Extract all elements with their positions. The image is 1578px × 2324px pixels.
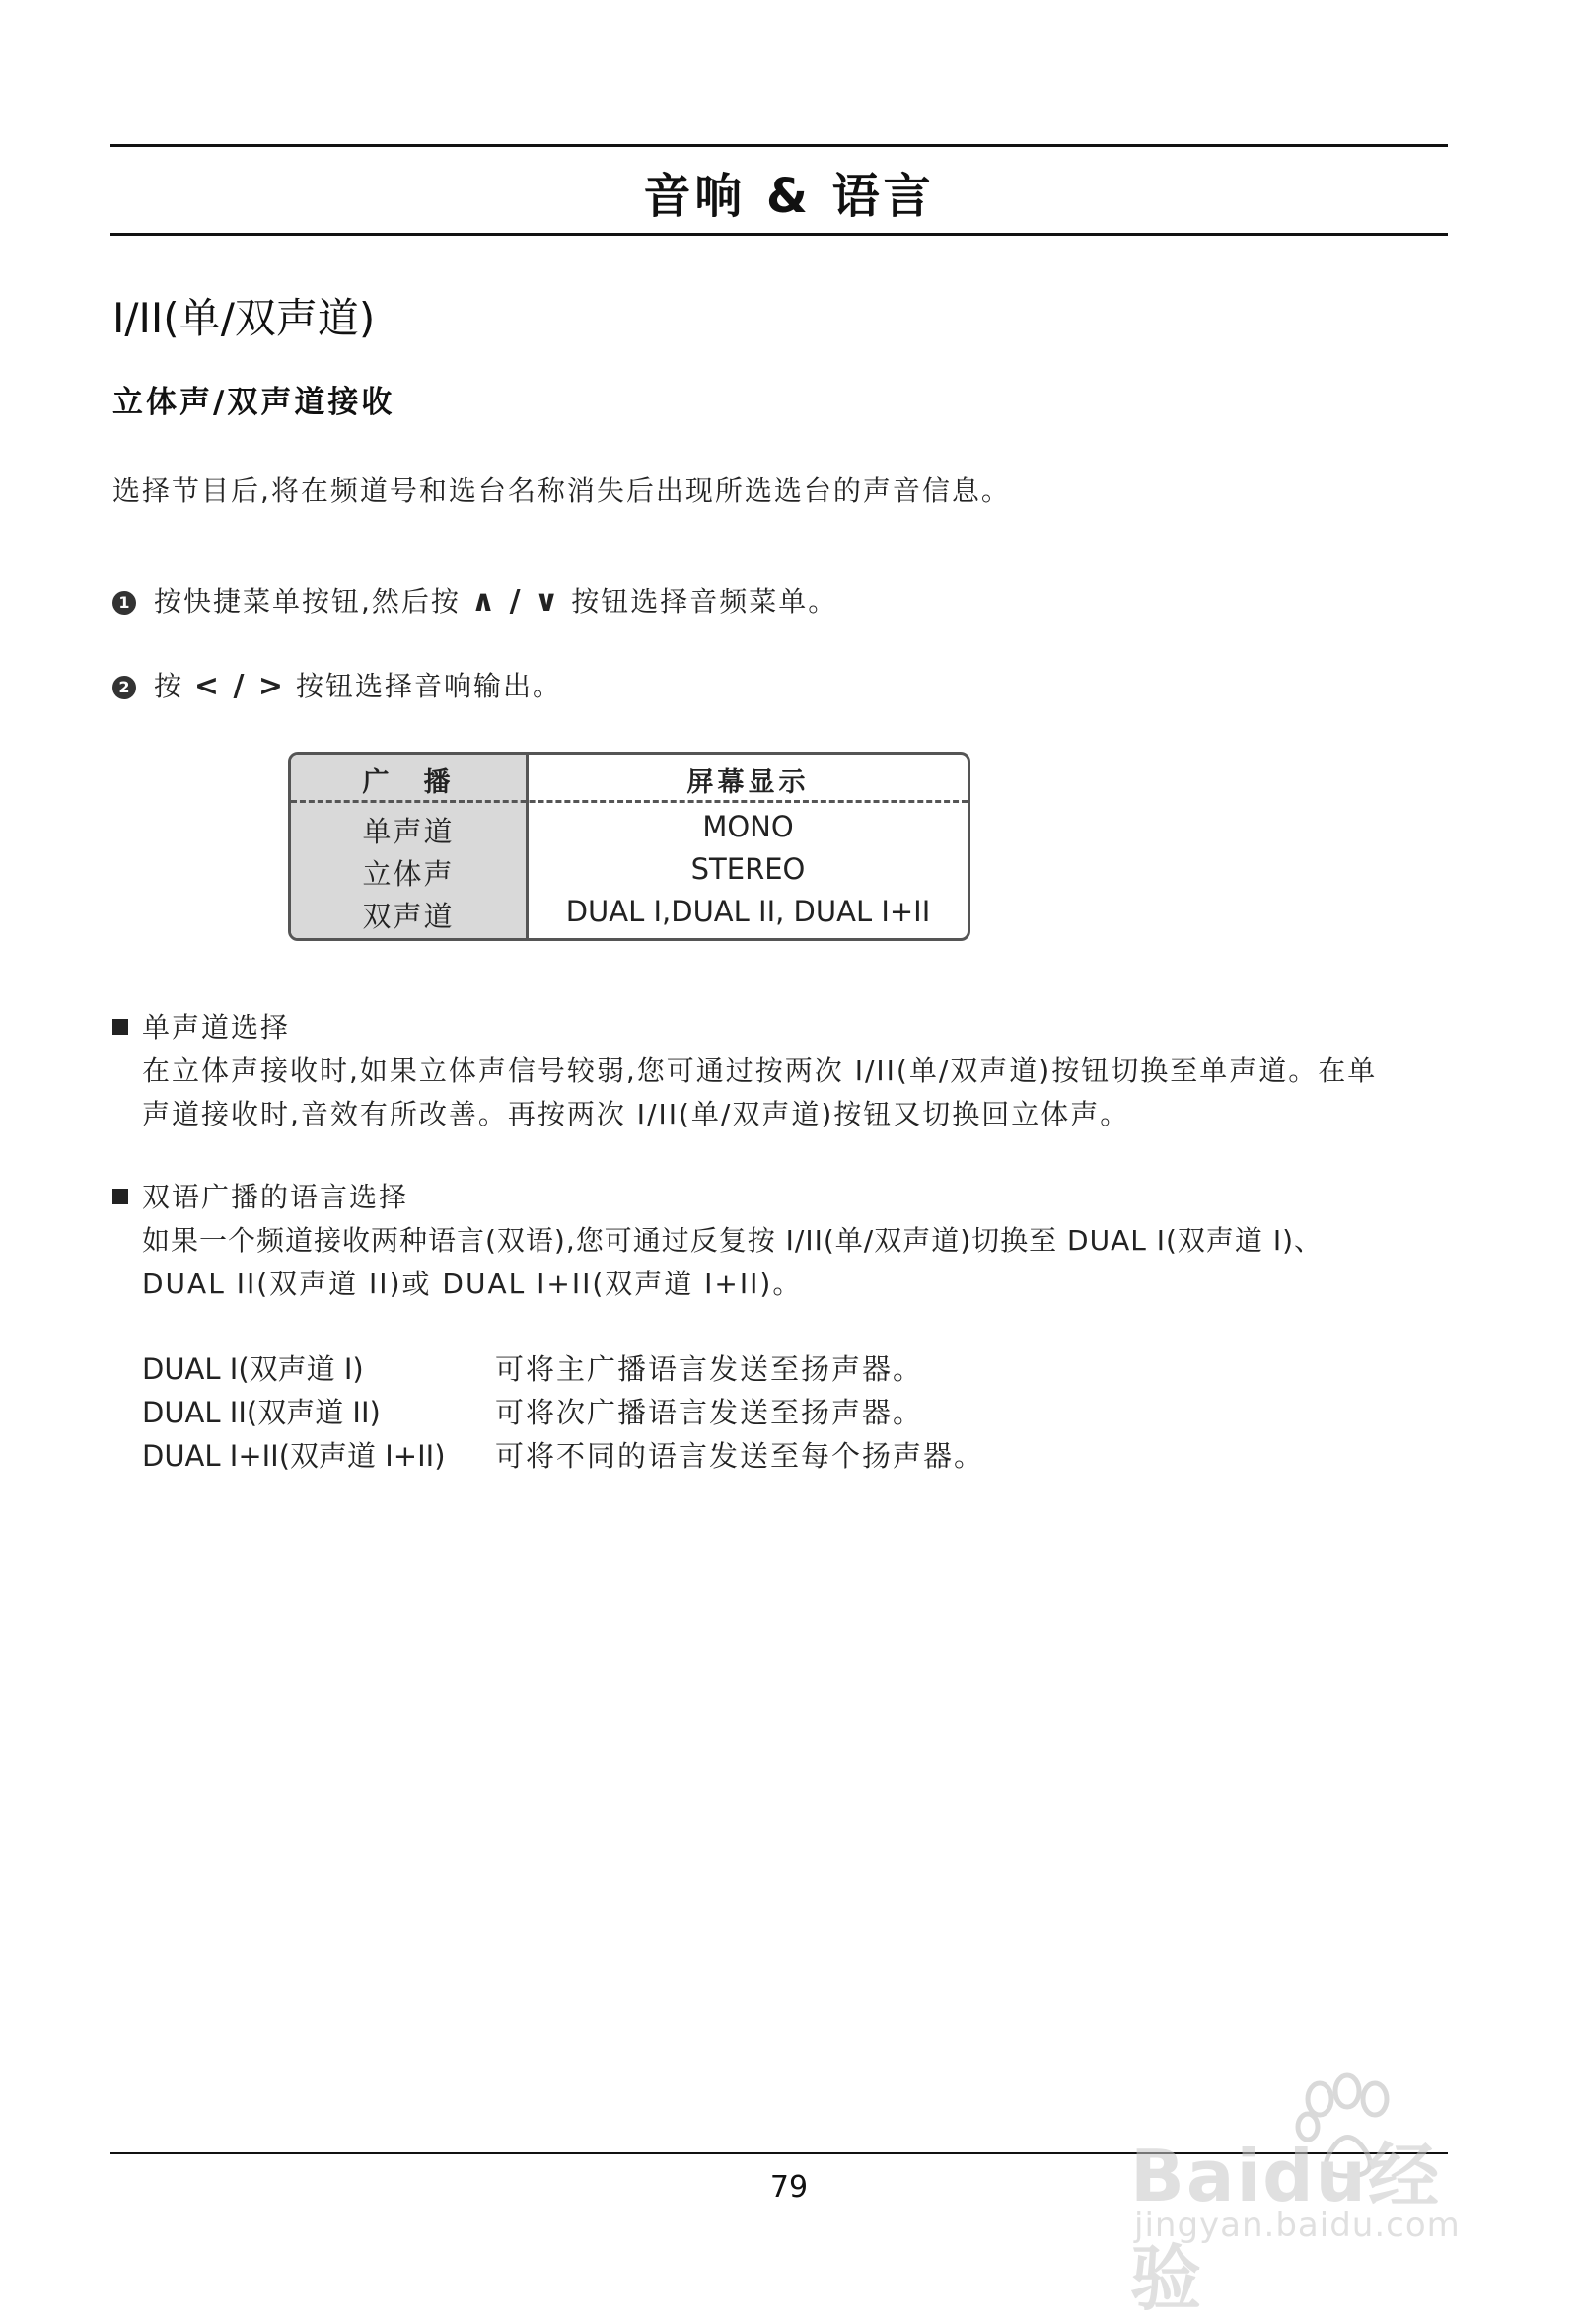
- subsection-title: 立体声/双声道接收: [112, 385, 395, 420]
- note-line: 如果一个频道接收两种语言(双语),您可通过反复按 I/II(单/双声道)切换至 DUAL I(双声道 I)、: [142, 1224, 1324, 1257]
- left-right-arrow-icon: < / >: [193, 669, 286, 703]
- note-title: 单声道选择: [112, 1006, 290, 1050]
- title-underline: [110, 233, 1448, 236]
- step-text-after: 按钮选择音频菜单。: [571, 585, 838, 617]
- step-text-before: 按快捷菜单按钮,然后按: [154, 585, 461, 617]
- note-mono-selection: [112, 1006, 290, 1050]
- step-number: 1: [112, 591, 136, 615]
- dual-mode-desc: 可将不同的语言发送至每个扬声器。: [495, 1439, 985, 1473]
- square-bullet-icon: [112, 1189, 128, 1204]
- square-bullet-icon: [112, 1019, 128, 1035]
- dual-mode-desc: 可将次广播语言发送至扬声器。: [495, 1396, 924, 1429]
- table-cell-display: DUAL I,DUAL II, DUAL I+II: [565, 895, 931, 928]
- note-title: 双语广播的语言选择: [112, 1176, 408, 1219]
- note-line: 在立体声接收时,如果立体声信号较弱,您可通过按两次 I/II(单/双声道)按钮切换至单声道。在单: [142, 1054, 1378, 1087]
- table-header-broadcast: 广 播: [362, 767, 455, 798]
- top-rule: [110, 144, 1448, 147]
- dual-mode-label: DUAL I+II(双声道 I+II): [142, 1439, 446, 1473]
- table-cell-broadcast: 双声道: [362, 900, 455, 933]
- dual-mode-desc: 可将主广播语言发送至扬声器。: [495, 1352, 924, 1386]
- table-cell-display: STEREO: [690, 852, 806, 886]
- note-line: DUAL II(双声道 II)或 DUAL I+II(双声道 I+II)。: [142, 1268, 803, 1300]
- watermark-url: jingyan.baidu.com: [1134, 2206, 1461, 2245]
- table-cell-broadcast: 单声道: [362, 815, 455, 848]
- up-down-arrow-icon: ∧ / ∨: [470, 584, 561, 618]
- page-number: 79: [769, 2170, 809, 2205]
- table-cell-broadcast: 立体声: [362, 857, 455, 891]
- step-text-before: 按: [154, 670, 184, 702]
- page-title: 音响 & 语言: [643, 169, 935, 224]
- sound-mode-table: [288, 752, 970, 941]
- section-title: I/II(单/双声道): [112, 294, 376, 342]
- step-text-after: 按钮选择音响输出。: [295, 670, 562, 702]
- note-line: 声道接收时,音效有所改善。再按两次 I/II(单/双声道)按钮又切换回立体声。: [142, 1098, 1130, 1130]
- step-1: [112, 580, 837, 623]
- table-header-display: 屏幕显示: [686, 767, 810, 798]
- baidu-watermark: [1122, 2060, 1497, 2320]
- step-number: 2: [112, 676, 136, 699]
- table-cell-display: MONO: [702, 810, 794, 843]
- dual-mode-label: DUAL II(双声道 II): [142, 1396, 381, 1429]
- watermark-brand: Baidu经验: [1130, 2135, 1441, 2320]
- intro-paragraph: 选择节目后,将在频道号和选台名称消失后出现所选选台的声音信息。: [112, 474, 1011, 507]
- note-bilingual-selection: [112, 1176, 408, 1219]
- dual-mode-label: DUAL I(双声道 I): [142, 1352, 364, 1386]
- table-header-divider: [291, 800, 968, 803]
- step-2: [112, 665, 562, 708]
